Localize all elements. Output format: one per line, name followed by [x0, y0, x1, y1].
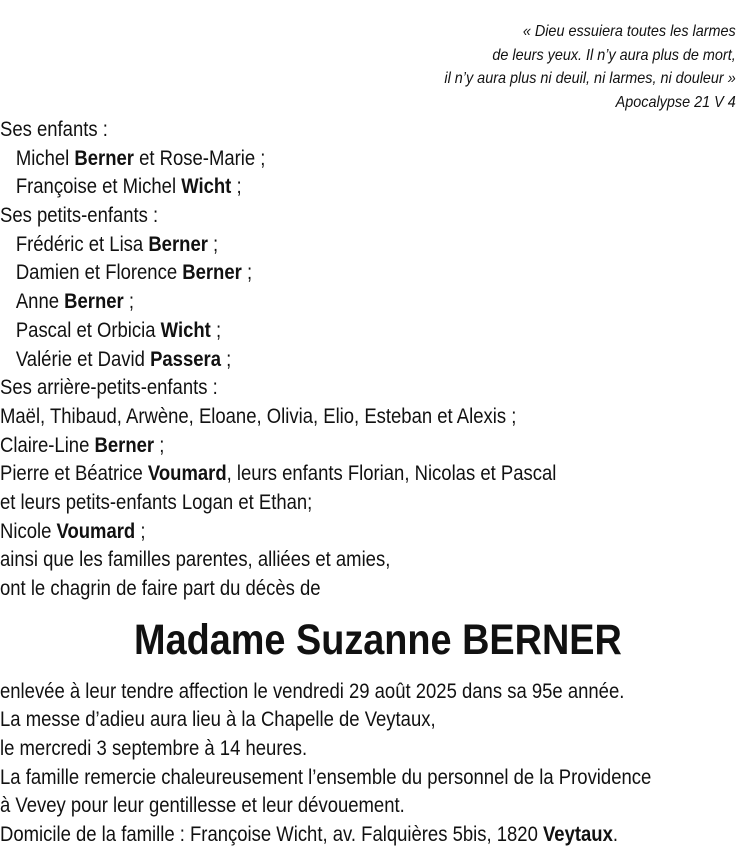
- announcement-line: ont le chagrin de faire part du décès de: [0, 577, 321, 600]
- domicile-line: Domicile de la famille : Françoise Wicht, av. Falquières 5bis, 1820 Veytaux.: [0, 823, 618, 847]
- quote-source: Apocalypse 21 V 4: [615, 93, 736, 111]
- detail-line: à Vevey pour leur gentillesse et leur dévouement.: [0, 794, 405, 818]
- family-member-line: Pascal et Orbicia Wicht ;: [15, 318, 222, 342]
- family-member-line: Damien et Florence Berner ;: [15, 261, 253, 285]
- family-member-line: Pierre et Béatrice Voumard, leurs enfants Florian, Nicolas et Pascal: [0, 462, 557, 486]
- children-heading: Ses enfants :: [0, 118, 108, 141]
- family-member-line: Nicole Voumard ;: [0, 519, 146, 543]
- family-member-line: Valérie et David Passera ;: [15, 347, 232, 371]
- great-grandchildren-heading: Ses arrière-petits-enfants :: [0, 376, 218, 400]
- family-member-line: Claire-Line Berner ;: [0, 433, 165, 457]
- detail-line: La famille remercie chaleureusement l’ensemble du personnel de la Providence: [0, 765, 652, 789]
- obituary-body: [0, 116, 665, 850]
- epigraph-quote: [445, 20, 736, 114]
- quote-line: de leurs yeux. Il n’y aura plus de mort,: [492, 46, 736, 64]
- family-member-line: Anne Berner ;: [15, 290, 134, 314]
- detail-line: le mercredi 3 septembre à 14 heures.: [0, 737, 308, 761]
- family-member-line: Françoise et Michel Wicht ;: [15, 175, 242, 199]
- relatives-line: ainsi que les familles parentes, alliées et amies,: [0, 548, 391, 572]
- grandchildren-heading: Ses petits-enfants :: [0, 204, 159, 228]
- family-member-line: et leurs petits-enfants Logan et Ethan;: [0, 490, 313, 514]
- detail-line: enlevée à leur tendre affection le vendredi 29 août 2025 dans sa 95e année.: [0, 679, 625, 703]
- family-member-line: Michel Berner et Rose-Marie ;: [15, 146, 266, 170]
- quote-line: « Dieu essuiera toutes les larmes: [523, 23, 736, 40]
- family-member-line: Frédéric et Lisa Berner ;: [15, 232, 219, 256]
- great-grandchildren-names: Maël, Thibaud, Arwène, Eloane, Olivia, Elio, Esteban et Alexis ;: [0, 404, 517, 428]
- deceased-name: Madame Suzanne BERNER: [134, 615, 622, 664]
- quote-line: il n’y aura plus ni deuil, ni larmes, ni douleur »: [444, 70, 736, 87]
- detail-line: La messe d’adieu aura lieu à la Chapelle de Veytaux,: [0, 708, 436, 732]
